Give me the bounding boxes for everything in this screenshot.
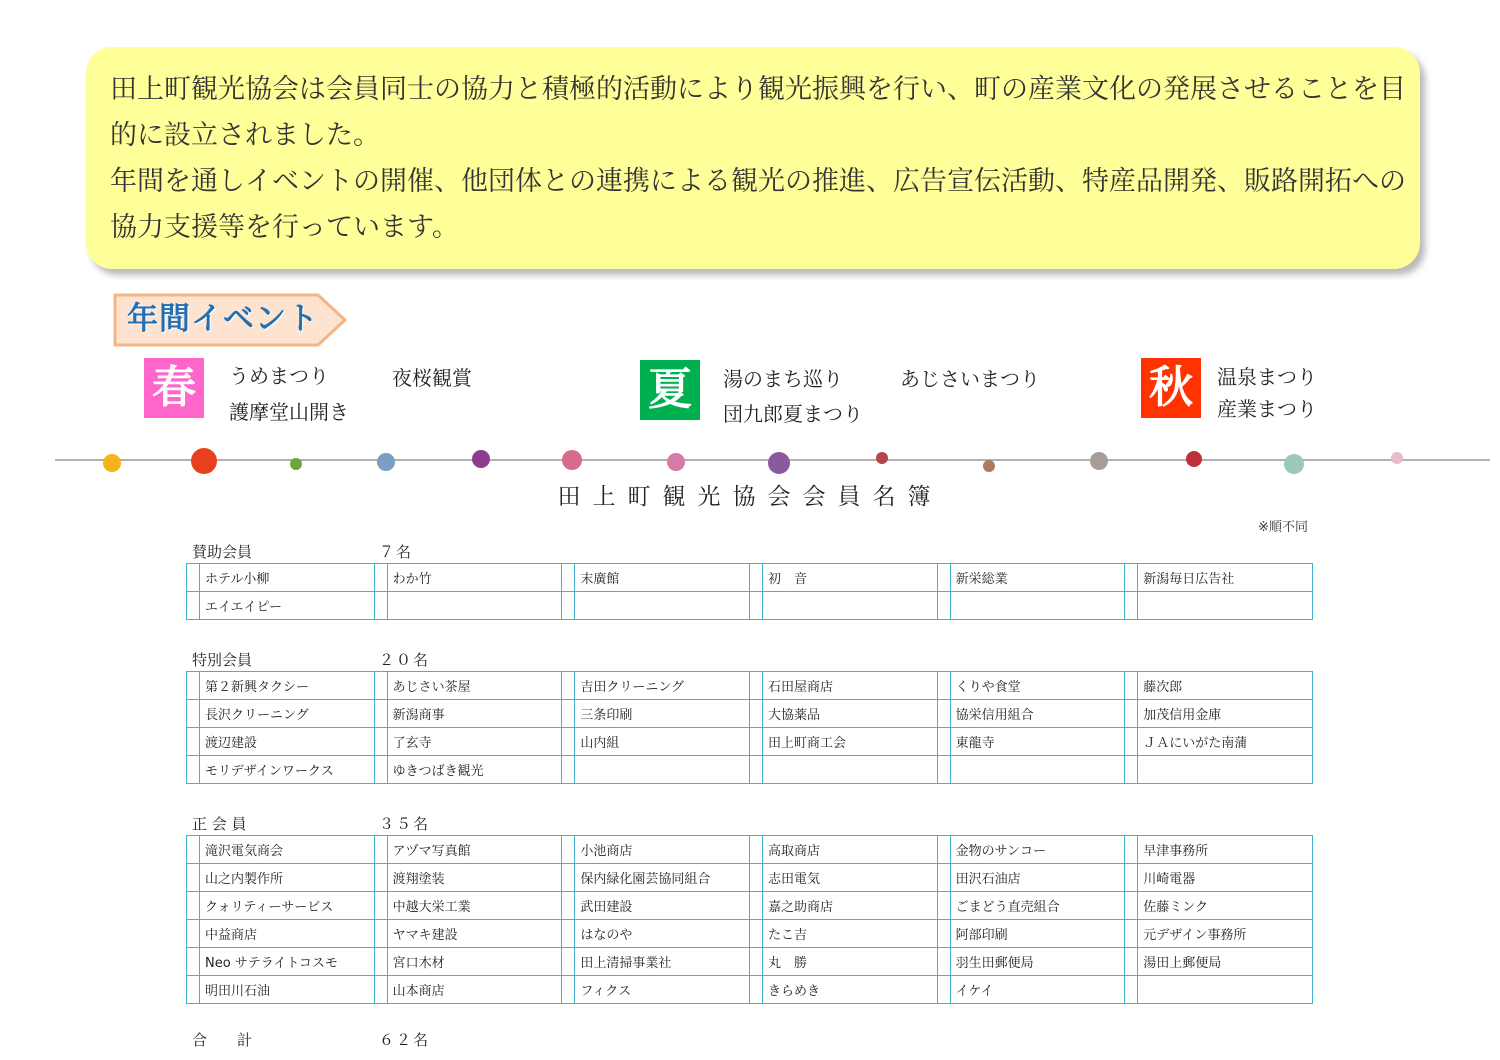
cell-gap xyxy=(749,976,762,1004)
table-row xyxy=(187,920,1313,948)
member-name-cell: 初 音 xyxy=(762,564,937,592)
cell-gap xyxy=(562,592,575,620)
member-name-cell: ごまどう直売組合 xyxy=(950,892,1125,920)
member-name-cell: 保内緑化園芸協同組合 xyxy=(575,864,750,892)
member-name-cell: たこ吉 xyxy=(762,920,937,948)
member-name-cell: 末廣館 xyxy=(575,564,750,592)
member-name-cell: 金物のサンコー xyxy=(950,836,1125,864)
member-name-cell: きらめき xyxy=(762,976,937,1004)
table-row xyxy=(187,864,1313,892)
timeline-dot xyxy=(768,452,790,474)
cell-gap xyxy=(749,836,762,864)
member-name-cell: 協栄信用組合 xyxy=(950,700,1125,728)
member-name-cell: 藤次郎 xyxy=(1138,672,1313,700)
member-name-cell xyxy=(387,592,562,620)
autumn-event-1: 温泉まつり xyxy=(1217,365,1317,389)
cell-gap xyxy=(187,836,200,864)
summer-event-2: 団九郎夏まつり xyxy=(723,402,863,426)
cell-gap xyxy=(749,864,762,892)
events-title-banner xyxy=(113,293,347,345)
cell-gap xyxy=(374,836,387,864)
timeline-dot xyxy=(377,453,395,471)
spring-event-1: うめまつり xyxy=(229,364,329,388)
member-name-cell: 了玄寺 xyxy=(387,728,562,756)
member-name-cell xyxy=(1138,756,1313,784)
cell-gap xyxy=(1125,728,1138,756)
cell-gap xyxy=(562,756,575,784)
table-row xyxy=(187,700,1313,728)
member-name-cell: 阿部印刷 xyxy=(950,920,1125,948)
cell-gap xyxy=(937,672,950,700)
member-name-cell: 第２新興タクシー xyxy=(200,672,375,700)
cell-gap xyxy=(562,920,575,948)
cell-gap xyxy=(937,836,950,864)
table-row xyxy=(187,564,1313,592)
autumn-event-2: 産業まつり xyxy=(1217,397,1317,421)
cell-gap xyxy=(937,728,950,756)
cell-gap xyxy=(374,564,387,592)
timeline-dot xyxy=(1186,451,1202,467)
cell-gap xyxy=(374,892,387,920)
cell-gap xyxy=(187,592,200,620)
member-name-cell: Neo サテライトコスモ xyxy=(200,948,375,976)
member-name-cell xyxy=(950,756,1125,784)
sponsor-table xyxy=(186,563,1313,620)
member-name-cell: 滝沢電気商会 xyxy=(200,836,375,864)
cell-gap xyxy=(374,864,387,892)
cell-gap xyxy=(187,700,200,728)
cell-gap xyxy=(1125,592,1138,620)
member-name-cell: 高取商店 xyxy=(762,836,937,864)
regular-table xyxy=(186,835,1313,1004)
member-name-cell: くりや食堂 xyxy=(950,672,1125,700)
member-name-cell: わか竹 xyxy=(387,564,562,592)
member-name-cell: イケイ xyxy=(950,976,1125,1004)
cell-gap xyxy=(1125,892,1138,920)
cell-gap xyxy=(562,728,575,756)
cell-gap xyxy=(1125,976,1138,1004)
cell-gap xyxy=(749,564,762,592)
intro-box xyxy=(86,47,1420,269)
member-name-cell: 新栄総業 xyxy=(950,564,1125,592)
cell-gap xyxy=(1125,948,1138,976)
member-name-cell: 東龍寺 xyxy=(950,728,1125,756)
cell-gap xyxy=(562,564,575,592)
spring-event-2: 護摩堂山開き xyxy=(229,400,349,424)
sponsor-count: ７名 xyxy=(379,543,414,561)
cell-gap xyxy=(937,892,950,920)
cell-gap xyxy=(749,920,762,948)
member-name-cell: 川崎電器 xyxy=(1138,864,1313,892)
cell-gap xyxy=(1125,756,1138,784)
timeline-dot xyxy=(103,454,121,472)
special-table xyxy=(186,671,1313,784)
regular-label: 正 会 員 xyxy=(192,815,247,833)
cell-gap xyxy=(749,892,762,920)
member-name-cell: 渡翔塗装 xyxy=(387,864,562,892)
timeline-dot xyxy=(1391,452,1403,464)
cell-gap xyxy=(1125,836,1138,864)
cell-gap xyxy=(1125,564,1138,592)
timeline-dot xyxy=(667,453,685,471)
table-row xyxy=(187,756,1313,784)
cell-gap xyxy=(937,864,950,892)
cell-gap xyxy=(562,836,575,864)
order-note: ※順不同 xyxy=(1258,520,1308,535)
member-name-cell: 明田川石油 xyxy=(200,976,375,1004)
cell-gap xyxy=(187,976,200,1004)
timeline-dot xyxy=(562,450,582,470)
autumn-badge: 秋 xyxy=(1141,358,1201,418)
cell-gap xyxy=(374,672,387,700)
cell-gap xyxy=(937,976,950,1004)
events-title: 年間イベント xyxy=(127,301,319,337)
cell-gap xyxy=(562,948,575,976)
cell-gap xyxy=(1125,700,1138,728)
member-name-cell: 加茂信用金庫 xyxy=(1138,700,1313,728)
member-name-cell: 元デザイン事務所 xyxy=(1138,920,1313,948)
cell-gap xyxy=(937,920,950,948)
member-name-cell xyxy=(950,592,1125,620)
table-row xyxy=(187,836,1313,864)
member-name-cell: 山之内製作所 xyxy=(200,864,375,892)
member-name-cell: アヅマ写真館 xyxy=(387,836,562,864)
member-name-cell: ゆきつばき観光 xyxy=(387,756,562,784)
summer-event-3: あじさいまつり xyxy=(900,367,1040,391)
member-name-cell: フィクス xyxy=(575,976,750,1004)
cell-gap xyxy=(374,728,387,756)
cell-gap xyxy=(187,920,200,948)
spring-badge: 春 xyxy=(144,358,204,418)
member-name-cell: 丸 勝 xyxy=(762,948,937,976)
intro-paragraph-2: 年間を通しイベントの開催、他団体との連携による観光の推進、広告宣伝活動、特産品開発、販路開拓への協力支援等を行っています。 xyxy=(110,166,1406,243)
member-name-cell: エイエイピー xyxy=(200,592,375,620)
summer-badge: 夏 xyxy=(640,360,700,420)
member-name-cell: 大協薬品 xyxy=(762,700,937,728)
table-row xyxy=(187,672,1313,700)
member-name-cell xyxy=(762,756,937,784)
timeline-dot xyxy=(191,448,217,474)
summer-event-1: 湯のまち巡り xyxy=(723,367,843,391)
member-name-cell: 長沢クリーニング xyxy=(200,700,375,728)
special-count: ２０名 xyxy=(379,651,431,669)
cell-gap xyxy=(187,756,200,784)
member-name-cell: ヤマキ建設 xyxy=(387,920,562,948)
cell-gap xyxy=(187,864,200,892)
member-name-cell: 志田電気 xyxy=(762,864,937,892)
member-name-cell xyxy=(1138,976,1313,1004)
cell-gap xyxy=(374,700,387,728)
cell-gap xyxy=(562,976,575,1004)
cell-gap xyxy=(374,756,387,784)
timeline-dot xyxy=(1090,452,1108,470)
cell-gap xyxy=(187,892,200,920)
member-name-cell: あじさい茶屋 xyxy=(387,672,562,700)
total-count: ６２名 xyxy=(379,1031,431,1049)
cell-gap xyxy=(562,864,575,892)
cell-gap xyxy=(374,592,387,620)
member-name-cell: 山内組 xyxy=(575,728,750,756)
member-name-cell: 三条印刷 xyxy=(575,700,750,728)
timeline-dot xyxy=(1284,454,1304,474)
member-name-cell: 佐藤ミンク xyxy=(1138,892,1313,920)
member-name-cell: 新潟商事 xyxy=(387,700,562,728)
member-name-cell: 田上清掃事業社 xyxy=(575,948,750,976)
cell-gap xyxy=(937,948,950,976)
cell-gap xyxy=(937,592,950,620)
cell-gap xyxy=(937,700,950,728)
member-name-cell: 中越大栄工業 xyxy=(387,892,562,920)
timeline-decoration xyxy=(0,440,1500,480)
member-name-cell: 早津事務所 xyxy=(1138,836,1313,864)
cell-gap xyxy=(937,756,950,784)
spring-event-3: 夜桜観賞 xyxy=(392,366,472,390)
cell-gap xyxy=(937,564,950,592)
member-name-cell: ＪＡにいがた南蒲 xyxy=(1138,728,1313,756)
member-name-cell: 石田屋商店 xyxy=(762,672,937,700)
timeline-dot xyxy=(290,458,302,470)
table-row xyxy=(187,892,1313,920)
table-row xyxy=(187,948,1313,976)
cell-gap xyxy=(749,948,762,976)
cell-gap xyxy=(187,728,200,756)
member-name-cell: 宮口木材 xyxy=(387,948,562,976)
cell-gap xyxy=(187,564,200,592)
timeline-dot xyxy=(472,450,490,468)
member-name-cell: 武田建設 xyxy=(575,892,750,920)
timeline-dot xyxy=(876,452,888,464)
regular-count: ３５名 xyxy=(379,815,431,833)
cell-gap xyxy=(374,948,387,976)
timeline-dot xyxy=(983,460,995,472)
cell-gap xyxy=(749,672,762,700)
member-name-cell: 嘉之助商店 xyxy=(762,892,937,920)
cell-gap xyxy=(562,672,575,700)
cell-gap xyxy=(749,700,762,728)
cell-gap xyxy=(1125,920,1138,948)
member-name-cell: 小池商店 xyxy=(575,836,750,864)
total-label: 合 計 xyxy=(192,1031,253,1049)
member-name-cell: 田沢石油店 xyxy=(950,864,1125,892)
sponsor-label: 賛助会員 xyxy=(192,543,253,561)
cell-gap xyxy=(749,728,762,756)
member-name-cell: ホテル小柳 xyxy=(200,564,375,592)
table-row xyxy=(187,976,1313,1004)
cell-gap xyxy=(1125,672,1138,700)
roster-title: 田上町観光協会会員名簿 xyxy=(557,484,943,510)
member-name-cell: 中益商店 xyxy=(200,920,375,948)
member-name-cell xyxy=(575,592,750,620)
cell-gap xyxy=(374,920,387,948)
cell-gap xyxy=(1125,864,1138,892)
table-row xyxy=(187,728,1313,756)
member-name-cell: クォリティーサービス xyxy=(200,892,375,920)
member-name-cell: モリデザインワークス xyxy=(200,756,375,784)
cell-gap xyxy=(749,756,762,784)
special-label: 特別会員 xyxy=(192,651,253,669)
member-name-cell: 吉田クリーニング xyxy=(575,672,750,700)
member-name-cell: 新潟毎日広告社 xyxy=(1138,564,1313,592)
cell-gap xyxy=(749,592,762,620)
intro-text xyxy=(110,67,1406,251)
member-name-cell xyxy=(762,592,937,620)
member-name-cell: 羽生田郵便局 xyxy=(950,948,1125,976)
member-name-cell xyxy=(1138,592,1313,620)
cell-gap xyxy=(562,892,575,920)
cell-gap xyxy=(187,672,200,700)
member-name-cell xyxy=(575,756,750,784)
intro-paragraph-1: 田上町観光協会は会員同士の協力と積極的活動により観光振興を行い、町の産業文化の発展させることを目的に設立されました。 xyxy=(110,74,1406,151)
member-name-cell: はなのや xyxy=(575,920,750,948)
table-row xyxy=(187,592,1313,620)
member-name-cell: 湯田上郵便局 xyxy=(1138,948,1313,976)
cell-gap xyxy=(187,948,200,976)
cell-gap xyxy=(374,976,387,1004)
member-name-cell: 山本商店 xyxy=(387,976,562,1004)
member-name-cell: 渡辺建設 xyxy=(200,728,375,756)
member-name-cell: 田上町商工会 xyxy=(762,728,937,756)
cell-gap xyxy=(562,700,575,728)
